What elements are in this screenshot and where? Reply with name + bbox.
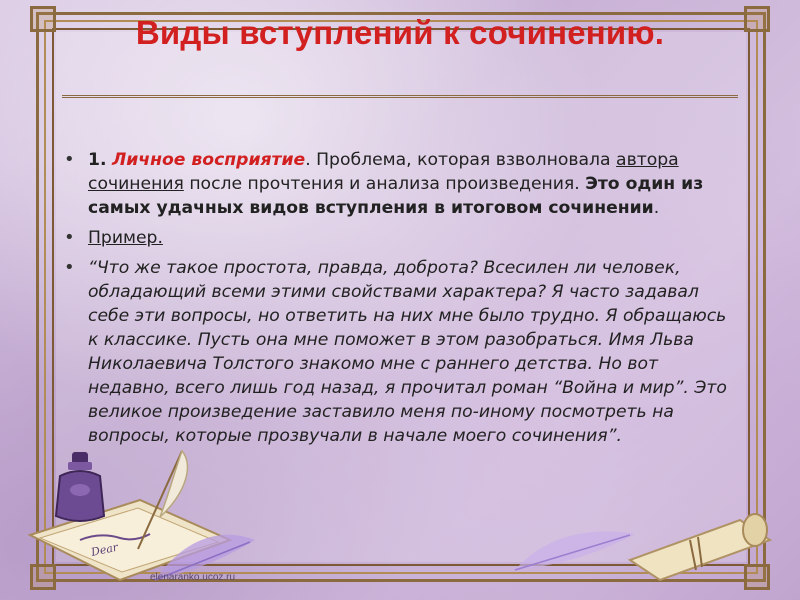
ink-bottle-icon [50, 450, 110, 530]
item-underlined-text: автора сочинения [88, 150, 679, 194]
slide-title: Виды вступлений к сочинению. [135, 14, 665, 51]
item-text-b: после прочтения и анализа произведения. [183, 174, 586, 194]
item-number: 1. [88, 150, 107, 170]
list-item-example-quote [62, 256, 742, 448]
item-text-a: . Проблема, которая взволновала [305, 150, 617, 170]
watermark: elenaranko.ucoz.ru [150, 572, 236, 583]
example-label: Пример. [88, 228, 163, 248]
bullet-icon: • [64, 257, 75, 278]
title-divider [62, 95, 738, 98]
item-term: Личное восприятие [111, 150, 306, 170]
example-quote: “Что же такое простота, правда, доброта? Всесилен ли человек, обладающий всеми этими свойствами характера? Я часто задавал себе эти вопросы, но ответить на них мне было трудно. Я обращаюсь к классике. Пусть она мне поможет в этом разобраться. Имя Льва Николаевича Толстого знакомо мне с раннего детства. Но вот недавно, всего лишь год назад, я прочитал роман “Война и мир”. Это великое произведение заставило меня по-иному посмотреть на вопросы, которые прозвучали в начале моего сочинения”. [88, 258, 727, 446]
letter-text: Dear [89, 540, 120, 559]
bullet-icon: • [64, 227, 75, 248]
bullet-list [62, 148, 742, 454]
item-bold-text: Это один из самых удачных видов вступления в итоговом сочинении [88, 174, 704, 218]
feather-icon [510, 520, 640, 580]
item-text-c: . [653, 198, 660, 218]
list-item-example-label [62, 226, 742, 250]
list-item-personal-perception [62, 148, 742, 220]
scroll-icon [620, 500, 790, 590]
bullet-icon: • [64, 149, 75, 170]
